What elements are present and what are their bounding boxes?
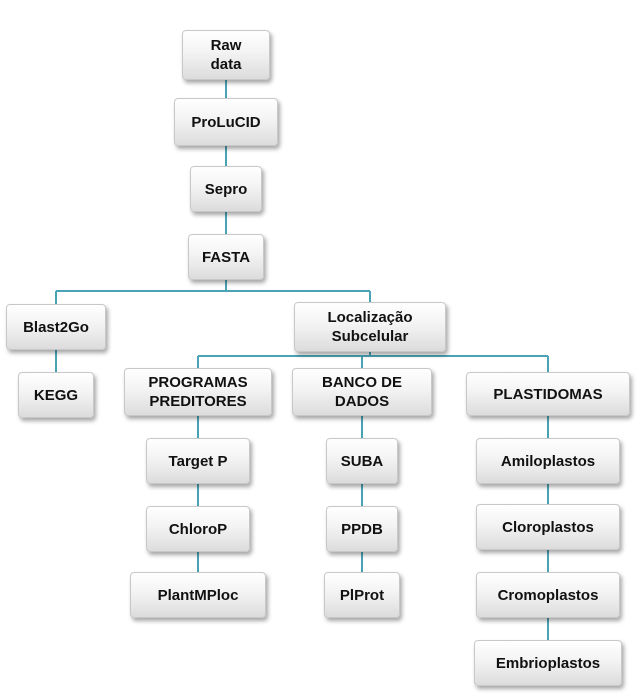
node-localizacao-subcelular: Localização Subcelular bbox=[294, 302, 446, 352]
node-plastidomas: PLASTIDOMAS bbox=[466, 372, 630, 416]
node-programas-preditores: PROGRAMAS PREDITORES bbox=[124, 368, 272, 416]
node-sepro: Sepro bbox=[190, 166, 262, 212]
node-target-p: Target P bbox=[146, 438, 250, 484]
node-chlorop: ChloroP bbox=[146, 506, 250, 552]
node-ppdb: PPDB bbox=[326, 506, 398, 552]
node-blast2go: Blast2Go bbox=[6, 304, 106, 350]
node-suba: SUBA bbox=[326, 438, 398, 484]
node-banco-de-dados: BANCO DE DADOS bbox=[292, 368, 432, 416]
node-prolucid: ProLuCID bbox=[174, 98, 278, 146]
node-fasta: FASTA bbox=[188, 234, 264, 280]
node-cloroplastos: Cloroplastos bbox=[476, 504, 620, 550]
node-amiloplastos: Amiloplastos bbox=[476, 438, 620, 484]
node-kegg: KEGG bbox=[18, 372, 94, 418]
node-plprot: PlProt bbox=[324, 572, 400, 618]
node-plantmploc: PlantMPloc bbox=[130, 572, 266, 618]
node-raw-data: Raw data bbox=[182, 30, 270, 80]
node-embrioplastos: Embrioplastos bbox=[474, 640, 622, 686]
node-cromoplastos: Cromoplastos bbox=[476, 572, 620, 618]
